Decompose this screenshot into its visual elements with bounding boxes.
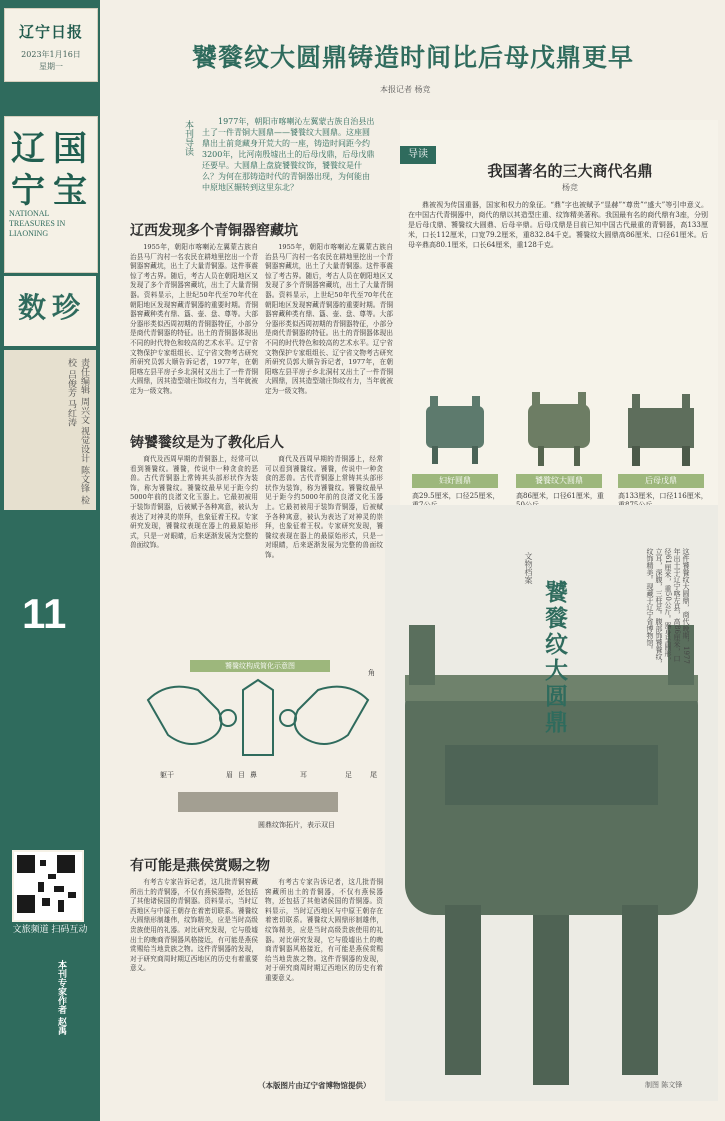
column-logo <box>4 116 98 273</box>
artifact-description: 这件饕餮纹大圆鼎，商代晚期，1977年出土于辽宁喀左县，高86厘米，口径61厘米，重50公斤。器身呈圆形，立耳，深腹，三柱足。腹部饰饕餮纹，纹饰精美。现藏于辽宁省博物馆。 <box>646 548 690 667</box>
pattern-label: 眉 <box>226 771 233 779</box>
section-heading: 有可能是燕侯赏赐之物 <box>130 858 270 874</box>
pattern-label: 鼻 <box>250 771 257 779</box>
pattern-right-eye <box>280 710 296 726</box>
pattern-left-eye <box>220 710 236 726</box>
section-heading: 辽西发现多个青铜器窖藏坑 <box>130 223 298 239</box>
section-text-continued: 有考古专家告诉记者，这几批青铜窖藏所出土的青铜器，不仅有燕侯器物，还包括了其他诸侯国的青铜器。资料显示，当时辽西地区与中原王朝存在着密切联系。饕餮纹大圆鼎形制雄伟，纹饰精美，应是当时高级贵族使用的礼器。对比研究发现，它与殷墟出土的晚商青铜器风格接近，有可能是燕侯赏赐给当地贵族之物。这件青铜器的发现，对于研究商周时期辽西地区的历史有着重要意义。 <box>265 878 383 982</box>
byline: 本报记者 杨竞 <box>380 85 431 94</box>
staff-credits-box <box>4 350 96 510</box>
pattern-label: 足 <box>345 771 352 779</box>
section-text: 有考古专家告诉记者，这几批青铜窖藏所出土的青铜器，不仅有燕侯器物，还包括了其他诸侯国的青铜器。资料显示，当时辽西地区与中原王朝存在着密切联系。饕餮纹大圆鼎形制雄伟，纹饰精美，应是当时高级贵族使用的礼器。对比研究发现，它与殷墟出土的晚商青铜器风格接近，有可能是燕侯赏赐给当地贵族之物。这件青铜器的发现，对于研究商周时期辽西地区的历史有着重要意义。 <box>130 878 258 973</box>
section-title: 数珍 <box>18 291 87 324</box>
pattern-label: 躯干 <box>160 771 174 779</box>
pattern-label: 角 <box>368 669 375 677</box>
left-sidebar <box>0 0 100 1121</box>
ding-label: 后母戊鼎 <box>618 474 704 488</box>
ding-label: 饕餮纹大圆鼎 <box>516 474 602 488</box>
staff-credits: 责任编辑 周兴文 视觉设计 陈文锋 检校 吕俊芳 马红涛 <box>66 358 89 505</box>
artifact-name: 饕餮纹大圆鼎 <box>541 580 567 736</box>
ding-photo <box>618 376 704 472</box>
page-number: 11 <box>22 590 67 637</box>
intro-tag: 本刊导读 <box>183 120 193 156</box>
issue-weekday: 星期一 <box>39 62 63 71</box>
section-text: 商代及西周早期的青铜器上，经常可以看到饕餮纹。饕餮，传说中一种贪食的恶兽。古代青铜器上常铸其头部形状作为装饰，称为饕餮纹。饕餮纹最早见于距今约5000年前的良渚文化玉器上。它最初被用于装饰青铜器，后被赋予各种寓意，被认为表达了对神灵的崇拜，也象征着王权。专家研究发现，饕餮纹表现在器上的最原始形式，只是一对眼睛，后来逐渐发展为完整的兽面纹饰。 <box>130 455 258 550</box>
pattern-label: 目 <box>238 771 245 779</box>
section-text-continued: 1955年，朝阳市喀喇沁左翼蒙古族自治县马厂沟村一名农民在耕地里挖出一个青铜器窖藏坑，出土了大量青铜器。这件事震惊了考古界。随后，考古人员在朝阳地区又发现了多个青铜器窖藏坑，出土了大量青铜器。资料显示，上世纪50年代至70年代在朝阳地区发现窖藏青铜器的重要时期。青铜器窖藏种类有鼎、簋、壶、盘、尊等。大部分器形类似西周初期的青铜器特征，小部分是商代青铜器的特征。出土的青铜器体现出不同的时代特色和较高的艺术水平。辽宁省文物保护专家组组长、辽宁省文物考古研究所研究员郭大顺告诉记者，1977年，在朝阳喀左县平房子乡北洞村又出土了一件青铜大圆鼎，因其造型端庄饰纹有力，当年就被定为一级文物。 <box>265 243 393 395</box>
taotie-pattern-diagram <box>128 660 388 840</box>
column-english-title: NATIONAL TREASURES IN LIAONING <box>9 209 66 238</box>
section-title-box <box>4 276 96 346</box>
intro-text: 1977年，朝阳市喀喇沁左翼蒙古族自治县出土了一件青铜大圆鼎——饕餮纹大圆鼎。这座圆鼎出土前竟藏身开荒大的一座，铸造时间距今约3200年，比河南殷墟出土的后母戊鼎，后母戊鼎还要早。大圆鼎上盘旋饕餮纹饰，饕餮纹是什么？为何在那铸造时代的青铜器出现，为何能由中原地区辗转到这里东北？ <box>202 117 375 192</box>
rubbing-photo <box>178 792 338 812</box>
ding-caption: 高86厘米，口径61厘米，重 <box>516 492 604 500</box>
pattern-nose <box>243 680 273 755</box>
column-logo-char: 辽 <box>11 129 45 169</box>
column-logo-char: 宝 <box>53 171 87 211</box>
section-text: 1955年，朝阳市喀喇沁左翼蒙古族自治县马厂沟村一名农民在耕地里挖出一个青铜器窖藏坑，出土了大量青铜器。这件事震惊了考古界。随后，考古人员在朝阳地区又发现了多个青铜器窖藏坑，出土了大量青铜器。资料显示，上世纪50年代至70年代在朝阳地区发现窖藏青铜器的重要时期。青铜器窖藏种类有鼎、簋、壶、盘、尊等。大部分器形类似西周初期的青铜器特征，小部分是商代青铜器的特征。出土的青铜器体现出不同的时代特色和较高的艺术水平。辽宁省文物保护专家组组长、辽宁省文物考古研究所研究员郭大顺告诉记者，1977年，在朝阳喀左县平房子乡北洞村又出土了一件青铜大圆鼎，因其造型端庄饰纹有力，当年就被定为一级文物。 <box>130 243 258 395</box>
famous-title: 我国著名的三大商代名鼎 <box>487 162 653 180</box>
section-heading: 铸饕餮纹是为了教化后人 <box>130 435 284 451</box>
famous-byline: 杨竞 <box>562 183 578 192</box>
photo-credit: 制图 陈文锋 <box>645 1081 683 1089</box>
column-logo-char: 宁 <box>11 171 45 211</box>
artifact-tag: 文物档案 <box>524 552 533 584</box>
qr-code[interactable] <box>12 850 84 922</box>
masthead <box>4 8 98 82</box>
pattern-figure-title: 饕餮纹构成简化示意图 <box>190 660 330 672</box>
famous-dings-box <box>400 120 718 505</box>
qr-caption: 文旅频道 扫码互动 <box>12 925 88 935</box>
pattern-right-half <box>295 687 368 744</box>
ding-photo <box>516 376 602 472</box>
ding-caption: 高29.5厘米，口径25厘米， <box>412 492 500 500</box>
issue-date: 2023年1月16日 <box>21 50 81 59</box>
pattern-label: 耳 <box>300 771 307 779</box>
contact-text: 本刊专家作者 赵禹 <box>56 960 66 1036</box>
column-logo-char: 国 <box>53 129 87 169</box>
famous-tag: 导读 <box>400 146 436 164</box>
famous-text: 鼎被视为传国重器，国家和权力的象征。“鼎”字也被赋予“显赫”“尊贵”“盛大”等引申意义。在中国古代青铜器中，商代的鼎以其造型庄重、纹饰精美著称。我国最有名的商代鼎有3座，分别是后母戊鼎、饕餮纹大圆鼎、后母辛鼎。后母戊鼎是目前已知中国古代最重的青铜器，高133厘米，口长112厘米，口宽79.2厘米，重832.84千克。饕餮纹大圆鼎高86厘米、口径61厘米。后母辛鼎高80.1厘米，口长64厘米，重128千克。 <box>408 201 708 249</box>
end-note: （本版图片由辽宁省博物馆提供） <box>258 1081 371 1090</box>
ding-photo <box>412 376 498 472</box>
section-text-continued: 商代及西周早期的青铜器上，经常可以看到饕餮纹。饕餮，传说中一种贪食的恶兽。古代青铜器上常铸其头部形状作为装饰，称为饕餮纹。饕餮纹最早见于距今约5000年前的良渚文化玉器上。它最初被用于装饰青铜器，后被赋予各种寓意，被认为表达了对神灵的崇拜，也象征着王权。专家研究发现，饕餮纹表现在器上的最原始形式，只是一对眼睛，后来逐渐发展为完整的兽面纹饰。 <box>265 455 383 559</box>
pattern-left-half <box>148 687 221 744</box>
rubbing-caption: 圆鼎纹饰拓片，表示双目 <box>258 821 335 829</box>
pattern-label: 尾 <box>370 771 377 779</box>
ding-caption: 高133厘米，口径116厘米， <box>618 492 708 500</box>
ding-label: 妇好圆鼎 <box>412 474 498 488</box>
page-headline: 饕餮纹大圆鼎铸造时间比后母戊鼎更早 <box>191 43 634 72</box>
paper-name: 辽宁日报 <box>18 23 83 41</box>
